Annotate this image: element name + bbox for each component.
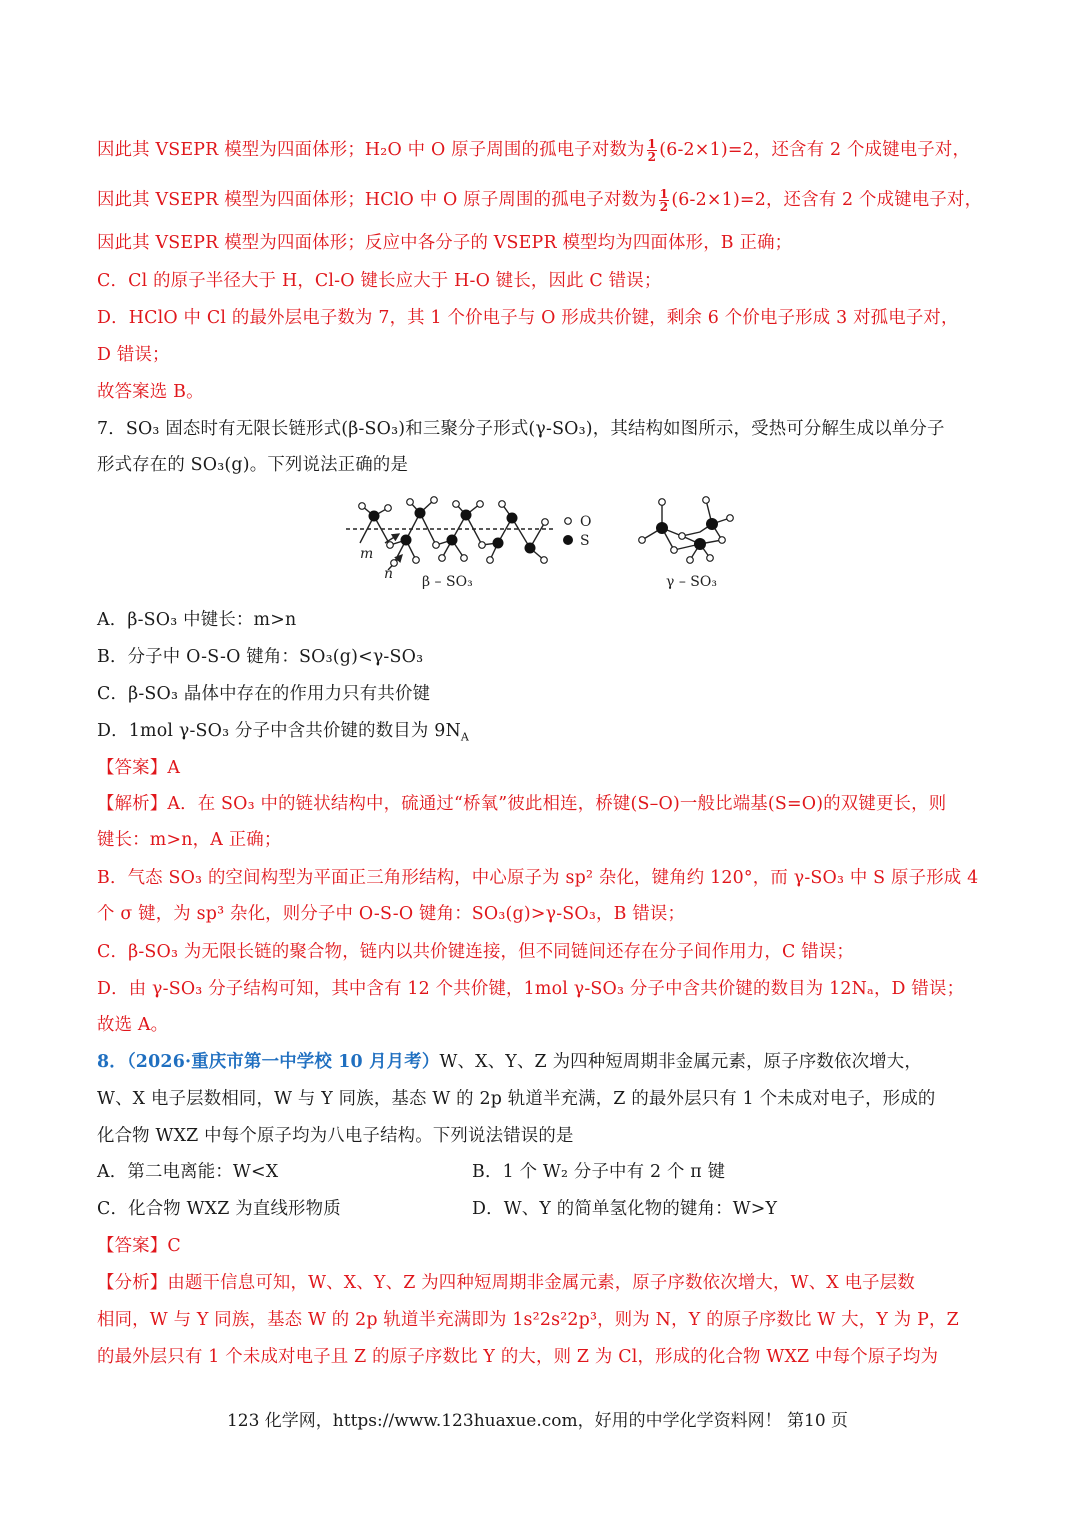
so3-structure-figure [330, 488, 750, 598]
question-7-stem: 7．SO₃ 固态时有无限长链形式(β-SO₃)和三聚分子形式(γ-SO₃)，其结构如图所示，受热可分解生成以单分子 [97, 419, 945, 439]
fraction-denominator: 2 [647, 150, 657, 164]
fraction [659, 188, 670, 213]
text-line: C．Cl 的原子半径大于 H，Cl-O 键长应大于 H-O 键长，因此 C 错误； [97, 271, 662, 291]
explanation-line: 个 σ 键，为 sp³ 杂化，则分子中 O-S-O 键角：SO₃(g)>γ-SO₃，B 错误； [97, 904, 686, 924]
option-8a: A．第二电离能：W<X [97, 1162, 279, 1182]
fraction-numerator: 1 [659, 187, 669, 201]
explanation-line: 键长：m>n，A 正确； [97, 830, 282, 850]
fraction-denominator: 2 [659, 200, 669, 214]
text-span: D．1mol γ-SO₃ 分子中含共价键的数目为 9N [97, 721, 461, 741]
explanation-line: B．气态 SO₃ 的空间构型为平面正三角形结构，中心原子为 sp² 杂化，键角约 120°，而 γ-SO₃ 中 S 原子形成 4 [97, 868, 979, 888]
option-7b: B．分子中 O-S-O 键角：SO₃(g)<γ-SO₃ [97, 647, 424, 667]
explanation-line: D．由 γ-SO₃ 分子结构可知，其中含有 12 个共价键，1mol γ-SO₃ 分子中含共价键的数目为 12Nₐ，D 错误； [97, 979, 965, 999]
text-span: (6-2×1)=2，还含有 2 个成键电子对， [659, 140, 971, 160]
label-m: m [360, 546, 374, 562]
gamma-o-atoms [639, 497, 734, 564]
analysis-line: 的最外层只有 1 个未成对电子且 Z 的原子序数比 Y 的大，则 Z 为 Cl，形成的化合物 WXZ 中每个原子均为 [97, 1347, 939, 1367]
option-8c: C．化合物 WXZ 为直线形物质 [97, 1199, 341, 1219]
text-line [97, 188, 982, 213]
option-7c: C．β-SO₃ 晶体中存在的作用力只有共价键 [97, 684, 431, 704]
explanation-line: 【解析】A．在 SO₃ 中的链状结构中，硫通过“桥氧”彼此相连，桥键(S–O)一般比端基(S=O)的双键更长，则 [97, 794, 947, 814]
option-7a: A．β-SO₃ 中键长：m>n [97, 610, 297, 630]
text-span: W、X、Y、Z 为四种短周期非金属元素，原子序数依次增大， [439, 1052, 922, 1072]
legend-o-icon [565, 518, 572, 525]
text-line: 因此其 VSEPR 模型为四面体形；反应中各分子的 VSEPR 模型均为四面体形，B 正确； [97, 233, 793, 253]
question-7-stem: 形式存在的 SO₃(g)。下列说法正确的是 [97, 455, 409, 475]
text-span: 因此其 VSEPR 模型为四面体形；HClO 中 O 原子周围的孤电子对数为 [97, 190, 657, 210]
text-line [97, 138, 970, 163]
fraction [647, 138, 658, 163]
answer-7: 【答案】A [97, 758, 181, 778]
text-span: 因此其 VSEPR 模型为四面体形；H₂O 中 O 原子周围的孤电子对数为 [97, 140, 645, 160]
text-line: D 错误； [97, 345, 170, 365]
fraction-numerator: 1 [647, 137, 657, 151]
label-n: n [384, 566, 394, 582]
question-8-stem: W、X 电子层数相同，W 与 Y 同族，基态 W 的 2p 轨道半充满，Z 的最外层只有 1 个未成对电子，形成的 [97, 1089, 936, 1109]
question-source: （2026·重庆市第一中学校 10 月月考） [126, 1052, 440, 1072]
explanation-line: C．β-SO₃ 为无限长链的聚合物，链内以共价键连接，但不同链间还存在分子间作用力，C 错误； [97, 942, 854, 962]
beta-label: β – SO₃ [422, 574, 473, 590]
gamma-so3-ring [642, 500, 730, 560]
option-7d [97, 719, 469, 749]
answer-8: 【答案】C [97, 1236, 181, 1256]
explanation-line: 故选 A。 [97, 1015, 169, 1035]
gamma-label: γ – SO₃ [666, 574, 717, 590]
question-8-stem: 化合物 WXZ 中每个原子均为八电子结构。下列说法错误的是 [97, 1126, 574, 1146]
legend-s-label: S [580, 533, 590, 549]
page-footer: 123 化学网，https://www.123huaxue.com，好用的中学化学资料网！ 第10 页 [226, 1411, 849, 1431]
legend-o-label: O [580, 514, 592, 530]
text-line: 故答案选 B。 [97, 382, 204, 402]
subscript: A [460, 730, 470, 744]
analysis-line: 【分析】由题干信息可知，W、X、Y、Z 为四种短周期非金属元素，原子序数依次增大，W、X 电子层数 [97, 1273, 915, 1293]
question-8-stem [97, 1050, 922, 1074]
option-8b: B．1 个 W₂ 分子中有 2 个 π 键 [472, 1162, 726, 1182]
question-number: 8． [97, 1052, 127, 1072]
text-line: D．HClO 中 Cl 的最外层电子数为 7，其 1 个价电子与 O 形成共价键，剩余 6 个价电子形成 3 对孤电子对， [97, 308, 959, 328]
legend-s-icon [563, 535, 573, 545]
option-8d: D．W、Y 的简单氢化物的键角：W>Y [472, 1199, 778, 1219]
analysis-line: 相同，W 与 Y 同族，基态 W 的 2p 轨道半充满即为 1s²2s²2p³，则为 N，Y 的原子序数比 W 大，Y 为 P，Z [97, 1310, 959, 1330]
text-span: (6-2×1)=2，还含有 2 个成键电子对， [671, 190, 983, 210]
